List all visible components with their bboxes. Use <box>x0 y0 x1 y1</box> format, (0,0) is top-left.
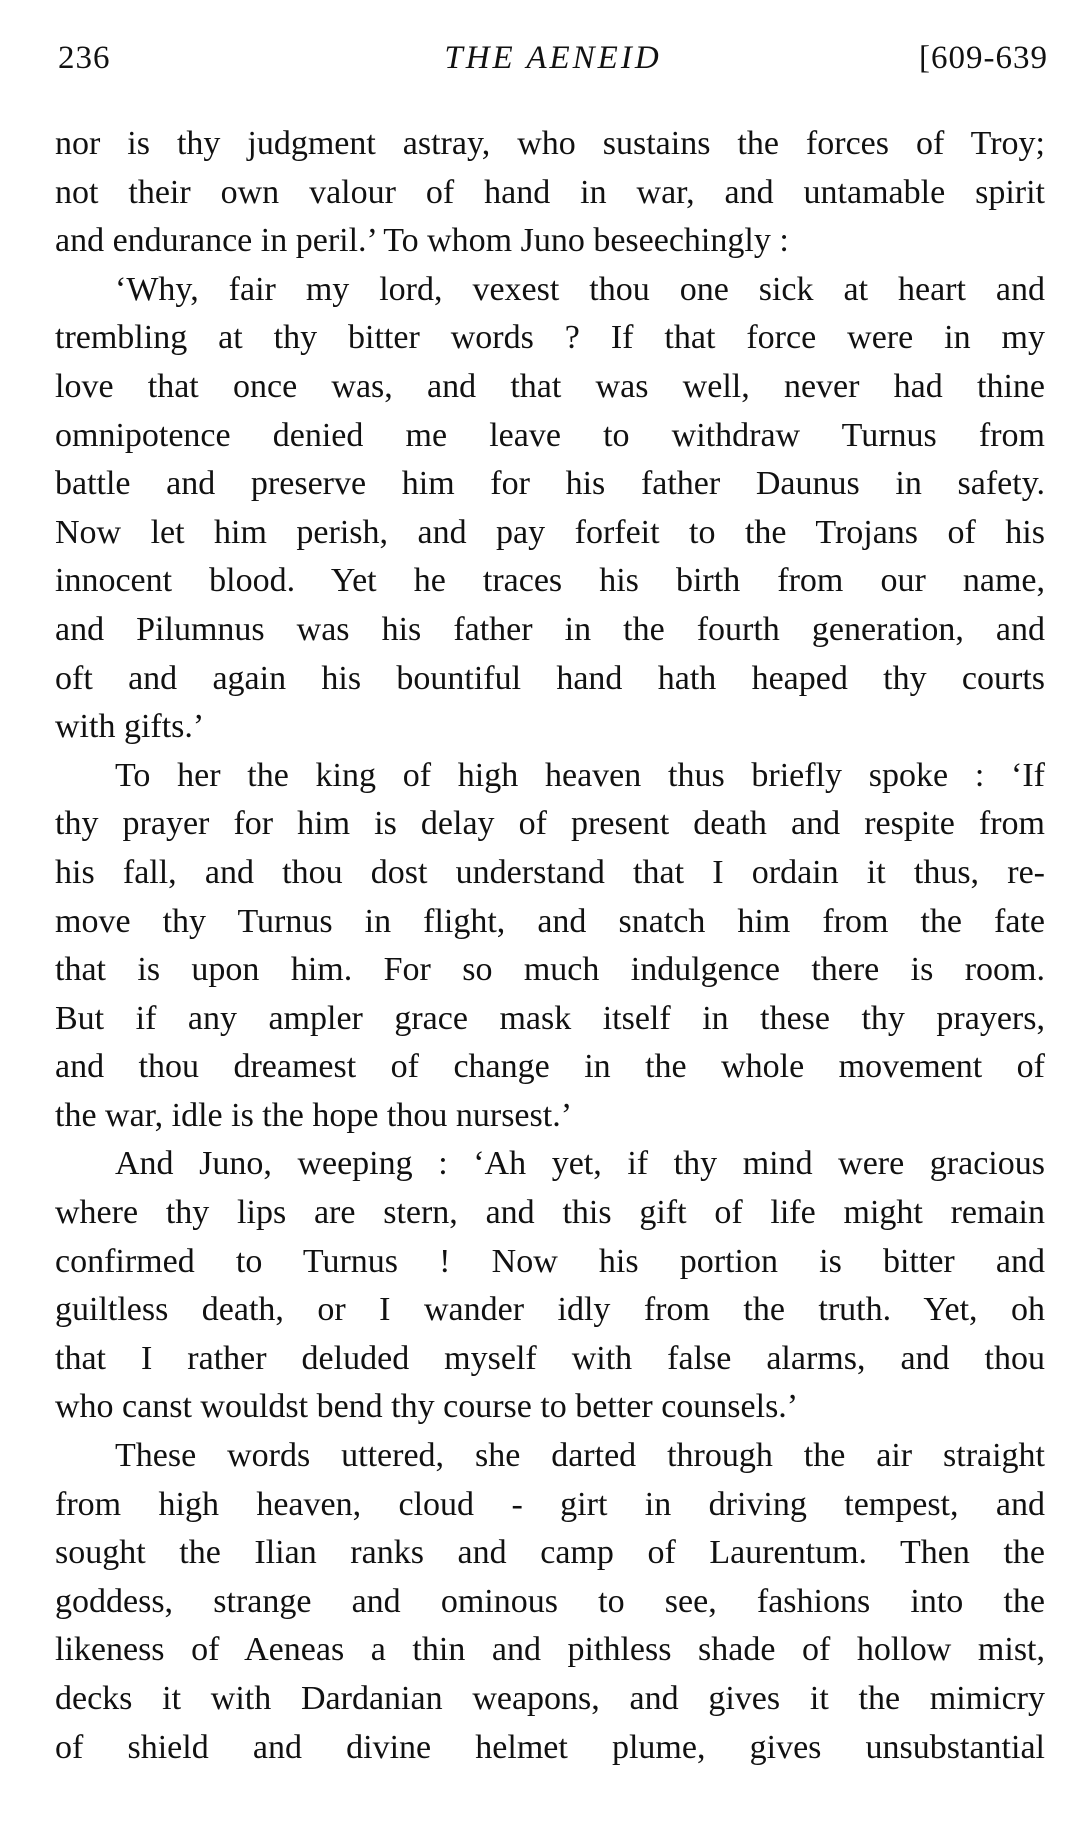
text-line: ‘Why, fair my lord, vexest thou one sick at heart and <box>115 270 1045 308</box>
text-line: of shield and divine helmet plume, gives unsubstantial <box>55 1728 1045 1766</box>
text-line: These words uttered, she darted through the air straight <box>115 1437 1045 1475</box>
text-line: oft and again his bountiful hand hath heaped thy courts <box>55 659 1045 697</box>
text-line: that is upon him. For so much indulgence there is room. <box>55 951 1045 989</box>
text-line: battle and preserve him for his father Daunus in safety. <box>55 465 1045 503</box>
text-line: likeness of Aeneas a thin and pithless shade of hollow mist, <box>55 1631 1045 1669</box>
text-line: who canst wouldst bend thy course to better counsels.’ <box>55 1388 799 1426</box>
text-line: from high heaven, cloud - girt in driving tempest, and <box>55 1485 1045 1523</box>
text-line: not their own valour of hand in war, and untamable spirit <box>55 173 1045 211</box>
text-line: and thou dreamest of change in the whole movement of <box>55 1048 1045 1086</box>
text-line: trembling at thy bitter words ? If that force were in my <box>55 319 1045 357</box>
text-line: nor is thy judgment astray, who sustains the forces of Troy; <box>55 125 1045 162</box>
text-line: goddess, strange and ominous to see, fashions into the <box>55 1582 1045 1620</box>
text-line: thy prayer for him is delay of present death and respite from <box>55 805 1045 843</box>
text-line: decks it with Dardanian weapons, and gives it the mimicry <box>55 1680 1045 1717</box>
text-line: love that once was, and that was well, never had thine <box>55 367 1045 405</box>
text-line: with gifts.’ <box>55 708 205 746</box>
text-line: omnipotence denied me leave to withdraw Turnus from <box>55 416 1045 454</box>
text-line: innocent blood. Yet he traces his birth from our name, <box>55 562 1045 600</box>
text-line: And Juno, weeping : ‘Ah yet, if thy mind were gracious <box>115 1145 1045 1183</box>
text-line: guiltless death, or I wander idly from the truth. Yet, oh <box>55 1291 1045 1329</box>
text-line: move thy Turnus in flight, and snatch him from the fate <box>55 902 1045 940</box>
text-line: the war, idle is the hope thou nursest.’ <box>55 1096 573 1134</box>
body-text <box>55 120 1045 1772</box>
text-line: his fall, and thou dost understand that I ordain it thus, re- <box>55 853 1045 891</box>
text-line: Now let him perish, and pay forfeit to the Trojans of his <box>55 513 1045 551</box>
page-number: 236 <box>58 40 111 76</box>
text-line: where thy lips are stern, and this gift of life might remain <box>55 1194 1045 1232</box>
text-line: that I rather deluded myself with false alarms, and thou <box>55 1339 1045 1377</box>
text-line: But if any ampler grace mask itself in these thy prayers, <box>55 999 1045 1037</box>
text-line: and Pilumnus was his father in the fourth generation, and <box>55 610 1045 648</box>
text-line: To her the king of high heaven thus briefly spoke : ‘If <box>115 756 1045 794</box>
text-line: and endurance in peril.’ To whom Juno beseechingly : <box>55 222 789 260</box>
page-header <box>58 40 1048 90</box>
text-line: confirmed to Turnus ! Now his portion is bitter and <box>55 1242 1045 1280</box>
line-range: [609-639 <box>919 40 1048 76</box>
text-line: sought the Ilian ranks and camp of Laurentum. Then the <box>55 1534 1045 1572</box>
running-title: THE AENEID <box>444 40 662 76</box>
